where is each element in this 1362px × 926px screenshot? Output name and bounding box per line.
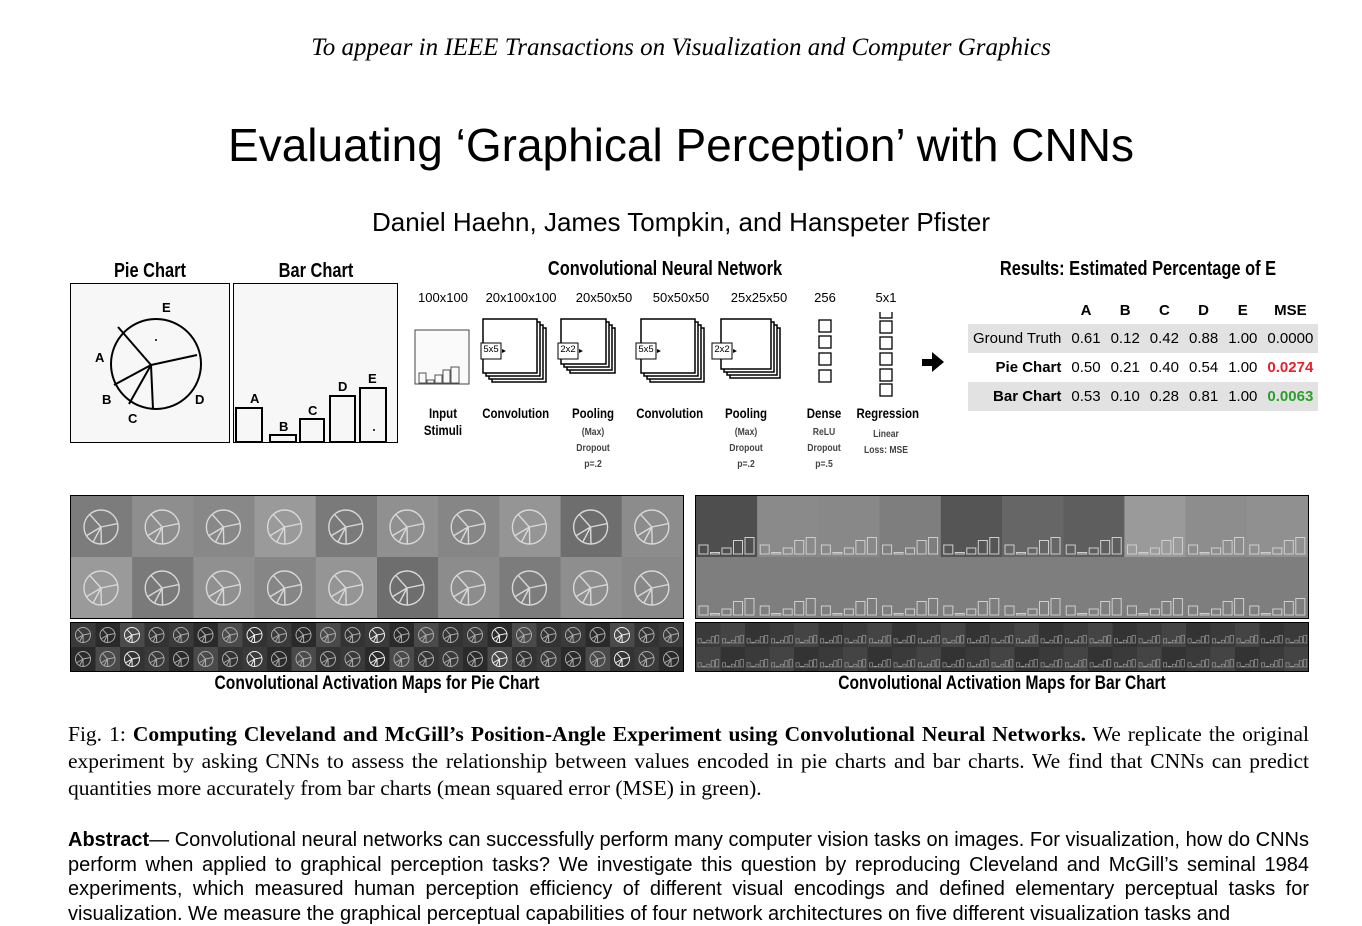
results-title: Results: Estimated Percentage of E bbox=[990, 258, 1285, 281]
pool1-note: (Max) bbox=[568, 424, 617, 440]
activation-map-tile bbox=[622, 557, 683, 618]
activation-map-tile bbox=[1247, 557, 1308, 618]
layer-dims-input: 100x100 bbox=[413, 290, 473, 305]
mse-cell: 0.0000 bbox=[1262, 324, 1318, 353]
activation-map-tile bbox=[194, 647, 219, 671]
cnn-title: Convolutional Neural Network bbox=[505, 258, 825, 281]
activation-map-tile bbox=[659, 647, 683, 671]
activation-map-tile bbox=[635, 623, 660, 647]
activation-map-tile bbox=[917, 647, 942, 671]
activation-map-tile bbox=[194, 623, 219, 647]
activation-map-tile bbox=[341, 647, 366, 671]
activation-map-tile bbox=[1137, 623, 1162, 647]
bar-chart-stimulus bbox=[233, 283, 398, 443]
activation-map-tile bbox=[377, 557, 438, 618]
results-col-header: C bbox=[1145, 296, 1184, 324]
regression-note: Linear bbox=[858, 426, 914, 442]
results-col-header: A bbox=[1066, 296, 1105, 324]
bar-activation-maps-conv1 bbox=[695, 495, 1309, 619]
activation-map-tile bbox=[96, 623, 121, 647]
activation-map-tile bbox=[145, 647, 170, 671]
activation-map-tile bbox=[169, 647, 194, 671]
activation-map-tile bbox=[1211, 623, 1236, 647]
activation-map-tile bbox=[1284, 647, 1308, 671]
layer-name-regression: Regression bbox=[856, 405, 915, 421]
activation-map-tile bbox=[941, 496, 1002, 557]
activation-map-tile bbox=[880, 557, 941, 618]
activation-map-tile bbox=[96, 647, 121, 671]
pie-activation-small-grid bbox=[71, 623, 683, 671]
activation-map-tile bbox=[586, 647, 611, 671]
activation-map-tile bbox=[892, 623, 917, 647]
activation-map-tile bbox=[365, 623, 390, 647]
bar-activation-small-grid bbox=[696, 623, 1308, 671]
activation-map-tile bbox=[1002, 557, 1063, 618]
activation-map-tile bbox=[610, 647, 635, 671]
layer-name-conv2: Convolution bbox=[636, 405, 702, 421]
pool2-note: p=.2 bbox=[721, 456, 770, 472]
layer-name-pool1: Pooling bbox=[568, 405, 617, 421]
activation-map-tile bbox=[561, 557, 622, 618]
table-cell: 0.50 bbox=[1066, 353, 1105, 382]
activation-map-tile bbox=[794, 623, 819, 647]
activation-map-tile bbox=[1002, 496, 1063, 557]
pie-maps-label: Convolutional Activation Maps for Pie Chart bbox=[125, 673, 628, 695]
activation-map-tile bbox=[966, 647, 991, 671]
activation-map-tile bbox=[488, 623, 513, 647]
pool2-notes bbox=[721, 424, 770, 472]
activation-map-tile bbox=[1064, 647, 1089, 671]
activation-map-tile bbox=[696, 647, 721, 671]
table-cell: 0.42 bbox=[1145, 324, 1184, 353]
table-cell: 1.00 bbox=[1223, 353, 1262, 382]
activation-map-tile bbox=[868, 647, 893, 671]
table-cell: 0.81 bbox=[1184, 382, 1223, 411]
pool2-note: (Max) bbox=[721, 424, 770, 440]
activation-map-tile bbox=[819, 647, 844, 671]
activation-map-tile bbox=[1260, 647, 1285, 671]
activation-map-tile bbox=[1211, 647, 1236, 671]
mse-cell: 0.0063 bbox=[1262, 382, 1318, 411]
activation-map-tile bbox=[365, 647, 390, 671]
activation-map-tile bbox=[990, 623, 1015, 647]
activation-map-tile bbox=[1162, 623, 1187, 647]
conv2-kernel-label: 5x5 bbox=[637, 344, 655, 355]
activation-map-tile bbox=[721, 623, 746, 647]
activation-map-tile bbox=[622, 496, 683, 557]
row-name: Pie Chart bbox=[968, 353, 1066, 382]
table-cell: 0.40 bbox=[1145, 353, 1184, 382]
table-row bbox=[968, 382, 1318, 411]
activation-map-tile bbox=[1260, 623, 1285, 647]
activation-map-tile bbox=[745, 623, 770, 647]
activation-map-tile bbox=[120, 623, 145, 647]
activation-map-tile bbox=[1039, 647, 1064, 671]
pie-label-c: C bbox=[128, 411, 138, 426]
table-cell: 1.00 bbox=[1223, 324, 1262, 353]
activation-map-tile bbox=[1137, 647, 1162, 671]
activation-map-tile bbox=[377, 496, 438, 557]
bar-activation-maps-conv2 bbox=[695, 622, 1309, 672]
abstract-text: — Convolutional neural networks can successfully perform many computer vision tasks on images. For visualization, how do CNNs perform when applied to graphical perception tasks? We investigate this question by reproducing Cleveland and McGill’s seminal 1984 experiments, which measured human perception efficiency of different visual encodings and defined elementary perceptual tasks for visualization. We measure the graphical perceptual capabilities of four network architectures on five different visualization tasks and bbox=[68, 829, 1309, 925]
layer-name-pool2: Pooling bbox=[721, 405, 770, 421]
pie-chart-stimulus bbox=[70, 283, 230, 443]
activation-map-tile bbox=[635, 647, 660, 671]
activation-map-tile bbox=[990, 647, 1015, 671]
activation-map-tile bbox=[132, 557, 193, 618]
table-row bbox=[968, 353, 1318, 382]
paper-title: Evaluating ‘Graphical Perception’ with CNNs bbox=[0, 118, 1362, 172]
activation-map-tile bbox=[1113, 623, 1138, 647]
activation-map-tile bbox=[1088, 623, 1113, 647]
venue-line: To appear in IEEE Transactions on Visualization and Computer Graphics bbox=[0, 34, 1362, 62]
activation-map-tile bbox=[1063, 557, 1124, 618]
activation-map-tile bbox=[757, 496, 818, 557]
results-col-header: D bbox=[1184, 296, 1223, 324]
pie-label-a: A bbox=[95, 350, 105, 365]
results-table bbox=[968, 296, 1318, 411]
regression-notes bbox=[858, 426, 914, 458]
activation-map-tile bbox=[243, 647, 268, 671]
activation-map-tile bbox=[696, 623, 721, 647]
activation-map-tile bbox=[414, 647, 439, 671]
activation-map-tile bbox=[818, 557, 879, 618]
input-stimulus-icon bbox=[415, 330, 469, 384]
table-row bbox=[968, 324, 1318, 353]
activation-map-tile bbox=[1186, 557, 1247, 618]
bar-label-c: C bbox=[308, 403, 318, 418]
activation-map-tile bbox=[794, 647, 819, 671]
table-cell: 1.00 bbox=[1223, 382, 1262, 411]
results-header-row bbox=[968, 296, 1318, 324]
activation-map-tile bbox=[892, 647, 917, 671]
activation-map-tile bbox=[71, 496, 132, 557]
layer-name-conv1: Convolution bbox=[482, 405, 548, 421]
activation-map-tile bbox=[193, 557, 254, 618]
activation-map-tile bbox=[463, 623, 488, 647]
activation-map-tile bbox=[316, 557, 377, 618]
activation-map-tile bbox=[145, 623, 170, 647]
abstract-label: Abstract bbox=[68, 829, 149, 851]
activation-map-tile bbox=[818, 496, 879, 557]
activation-map-tile bbox=[218, 647, 243, 671]
bar-activation-grid bbox=[696, 496, 1308, 618]
activation-map-tile bbox=[1113, 647, 1138, 671]
dense-note: ReLU bbox=[804, 424, 845, 440]
activation-map-tile bbox=[586, 623, 611, 647]
activation-map-tile bbox=[610, 623, 635, 647]
row-name: Ground Truth bbox=[968, 324, 1066, 353]
bar-chart-title: Bar Chart bbox=[249, 260, 383, 283]
activation-map-tile bbox=[71, 623, 96, 647]
regression-units bbox=[880, 312, 892, 396]
activation-map-tile bbox=[267, 647, 292, 671]
pool1-note: p=.2 bbox=[568, 456, 617, 472]
regression-note: Loss: MSE bbox=[858, 442, 914, 458]
activation-map-tile bbox=[316, 496, 377, 557]
bar-label-b: B bbox=[279, 419, 288, 434]
activation-map-tile bbox=[966, 623, 991, 647]
activation-map-tile bbox=[316, 623, 341, 647]
layer-dims-conv2: 50x50x50 bbox=[647, 290, 715, 305]
caption-bold: Computing Cleveland and McGill’s Position-Angle Experiment using Convolutional Neural Networks. bbox=[133, 722, 1086, 746]
caption-text: We replicate the original experiment by asking CNNs to assess the relationship between values encoded in pie charts and bar charts. We find that CNNs can predict quantities more accurately from bar charts (mean squared error (MSE) in green). bbox=[68, 722, 1309, 800]
activation-map-tile bbox=[438, 496, 499, 557]
activation-map-tile bbox=[390, 623, 415, 647]
layer-name-input: Input Stimuli bbox=[418, 405, 467, 439]
activation-map-tile bbox=[1186, 647, 1211, 671]
activation-map-tile bbox=[1186, 623, 1211, 647]
activation-map-tile bbox=[721, 647, 746, 671]
dense-note: p=.5 bbox=[804, 456, 845, 472]
activation-map-tile bbox=[512, 647, 537, 671]
activation-map-tile bbox=[463, 647, 488, 671]
activation-map-tile bbox=[255, 496, 316, 557]
activation-map-tile bbox=[120, 647, 145, 671]
bar-maps-label: Convolutional Activation Maps for Bar Chart bbox=[750, 673, 1253, 695]
activation-map-tile bbox=[1063, 496, 1124, 557]
activation-map-tile bbox=[1039, 623, 1064, 647]
bar-label-e: E bbox=[368, 371, 377, 386]
activation-map-tile bbox=[439, 623, 464, 647]
dense-note: Dropout bbox=[804, 440, 845, 456]
activation-map-tile bbox=[843, 647, 868, 671]
activation-map-tile bbox=[1284, 623, 1308, 647]
activation-map-tile bbox=[1088, 647, 1113, 671]
pie-activation-maps-conv2 bbox=[70, 622, 684, 672]
activation-map-tile bbox=[770, 623, 795, 647]
activation-map-tile bbox=[71, 557, 132, 618]
conv1-kernel-label: 5x5 bbox=[482, 344, 500, 355]
table-cell: 0.21 bbox=[1106, 353, 1145, 382]
pool1-notes bbox=[568, 424, 617, 472]
bar-label-d: D bbox=[338, 379, 347, 394]
row-name: Bar Chart bbox=[968, 382, 1066, 411]
dense-notes bbox=[804, 424, 845, 472]
activation-map-tile bbox=[316, 647, 341, 671]
table-cell: 0.12 bbox=[1106, 324, 1145, 353]
results-col-header: MSE bbox=[1262, 296, 1318, 324]
pie-chart-graphic bbox=[71, 284, 229, 442]
results-corner bbox=[968, 296, 1066, 324]
activation-map-tile bbox=[488, 647, 513, 671]
table-cell: 0.54 bbox=[1184, 353, 1223, 382]
activation-map-tile bbox=[218, 623, 243, 647]
activation-map-tile bbox=[390, 647, 415, 671]
figure-caption bbox=[68, 721, 1309, 802]
activation-map-tile bbox=[696, 496, 757, 557]
mse-cell: 0.0274 bbox=[1262, 353, 1318, 382]
activation-map-tile bbox=[941, 557, 1002, 618]
activation-map-tile bbox=[1186, 496, 1247, 557]
activation-map-tile bbox=[292, 623, 317, 647]
cnn-architecture-diagram bbox=[410, 312, 950, 398]
table-cell: 0.53 bbox=[1066, 382, 1105, 411]
activation-map-tile bbox=[438, 557, 499, 618]
activation-map-tile bbox=[745, 647, 770, 671]
activation-map-tile bbox=[132, 496, 193, 557]
layer-dims-regression: 5x1 bbox=[866, 290, 906, 305]
pie-label-d: D bbox=[195, 392, 204, 407]
layer-name-dense: Dense bbox=[804, 405, 845, 421]
activation-map-tile bbox=[499, 496, 560, 557]
activation-map-tile bbox=[696, 557, 757, 618]
activation-map-tile bbox=[1235, 623, 1260, 647]
activation-map-tile bbox=[1064, 623, 1089, 647]
activation-map-tile bbox=[439, 647, 464, 671]
pool1-note: Dropout bbox=[568, 440, 617, 456]
activation-map-tile bbox=[1235, 647, 1260, 671]
abstract bbox=[68, 828, 1309, 926]
pie-label-b: B bbox=[102, 392, 111, 407]
activation-map-tile bbox=[1247, 496, 1308, 557]
pool1-kernel-label: 2x2 bbox=[559, 344, 577, 355]
activation-map-tile bbox=[341, 623, 366, 647]
activation-map-tile bbox=[659, 623, 683, 647]
arrow-right-icon bbox=[922, 352, 944, 372]
activation-map-tile bbox=[757, 557, 818, 618]
layer-dims-conv1: 20x100x100 bbox=[483, 290, 559, 305]
pool2-kernel-label: 2x2 bbox=[713, 344, 731, 355]
pie-activation-grid bbox=[71, 496, 683, 618]
table-cell: 0.88 bbox=[1184, 324, 1223, 353]
pie-activation-maps-conv1 bbox=[70, 495, 684, 619]
caption-prefix: Fig. 1: bbox=[68, 722, 133, 746]
results-col-header: E bbox=[1223, 296, 1262, 324]
layer-dims-dense: 256 bbox=[805, 290, 845, 305]
layer-dims-pool2: 25x25x50 bbox=[725, 290, 793, 305]
activation-map-tile bbox=[561, 647, 586, 671]
table-cell: 0.10 bbox=[1106, 382, 1145, 411]
activation-map-tile bbox=[267, 623, 292, 647]
activation-map-tile bbox=[941, 647, 966, 671]
activation-map-tile bbox=[512, 623, 537, 647]
activation-map-tile bbox=[1015, 647, 1040, 671]
activation-map-tile bbox=[499, 557, 560, 618]
results-col-header: B bbox=[1106, 296, 1145, 324]
table-cell: 0.61 bbox=[1066, 324, 1105, 353]
activation-map-tile bbox=[255, 557, 316, 618]
activation-map-tile bbox=[917, 623, 942, 647]
activation-map-tile bbox=[819, 623, 844, 647]
activation-map-tile bbox=[770, 647, 795, 671]
dense-units bbox=[819, 320, 831, 382]
pie-chart-title: Pie Chart bbox=[84, 260, 215, 283]
activation-map-tile bbox=[868, 623, 893, 647]
layer-dims-pool1: 20x50x50 bbox=[570, 290, 638, 305]
activation-map-tile bbox=[243, 623, 268, 647]
activation-map-tile bbox=[193, 496, 254, 557]
activation-map-tile bbox=[1124, 496, 1185, 557]
authors: Daniel Haehn, James Tompkin, and Hanspeter Pfister bbox=[0, 207, 1362, 238]
activation-map-tile bbox=[843, 623, 868, 647]
activation-map-tile bbox=[561, 623, 586, 647]
activation-map-tile bbox=[941, 623, 966, 647]
activation-map-tile bbox=[292, 647, 317, 671]
activation-map-tile bbox=[537, 623, 562, 647]
activation-map-tile bbox=[169, 623, 194, 647]
activation-map-tile bbox=[1124, 557, 1185, 618]
bar-chart-graphic bbox=[234, 284, 397, 442]
activation-map-tile bbox=[561, 496, 622, 557]
activation-map-tile bbox=[537, 647, 562, 671]
pie-label-e: E bbox=[162, 300, 171, 315]
activation-map-tile bbox=[880, 496, 941, 557]
table-cell: 0.28 bbox=[1145, 382, 1184, 411]
activation-map-tile bbox=[71, 647, 96, 671]
bar-label-a: A bbox=[250, 391, 260, 406]
activation-map-tile bbox=[1162, 647, 1187, 671]
activation-map-tile bbox=[1015, 623, 1040, 647]
pool2-note: Dropout bbox=[721, 440, 770, 456]
activation-map-tile bbox=[414, 623, 439, 647]
